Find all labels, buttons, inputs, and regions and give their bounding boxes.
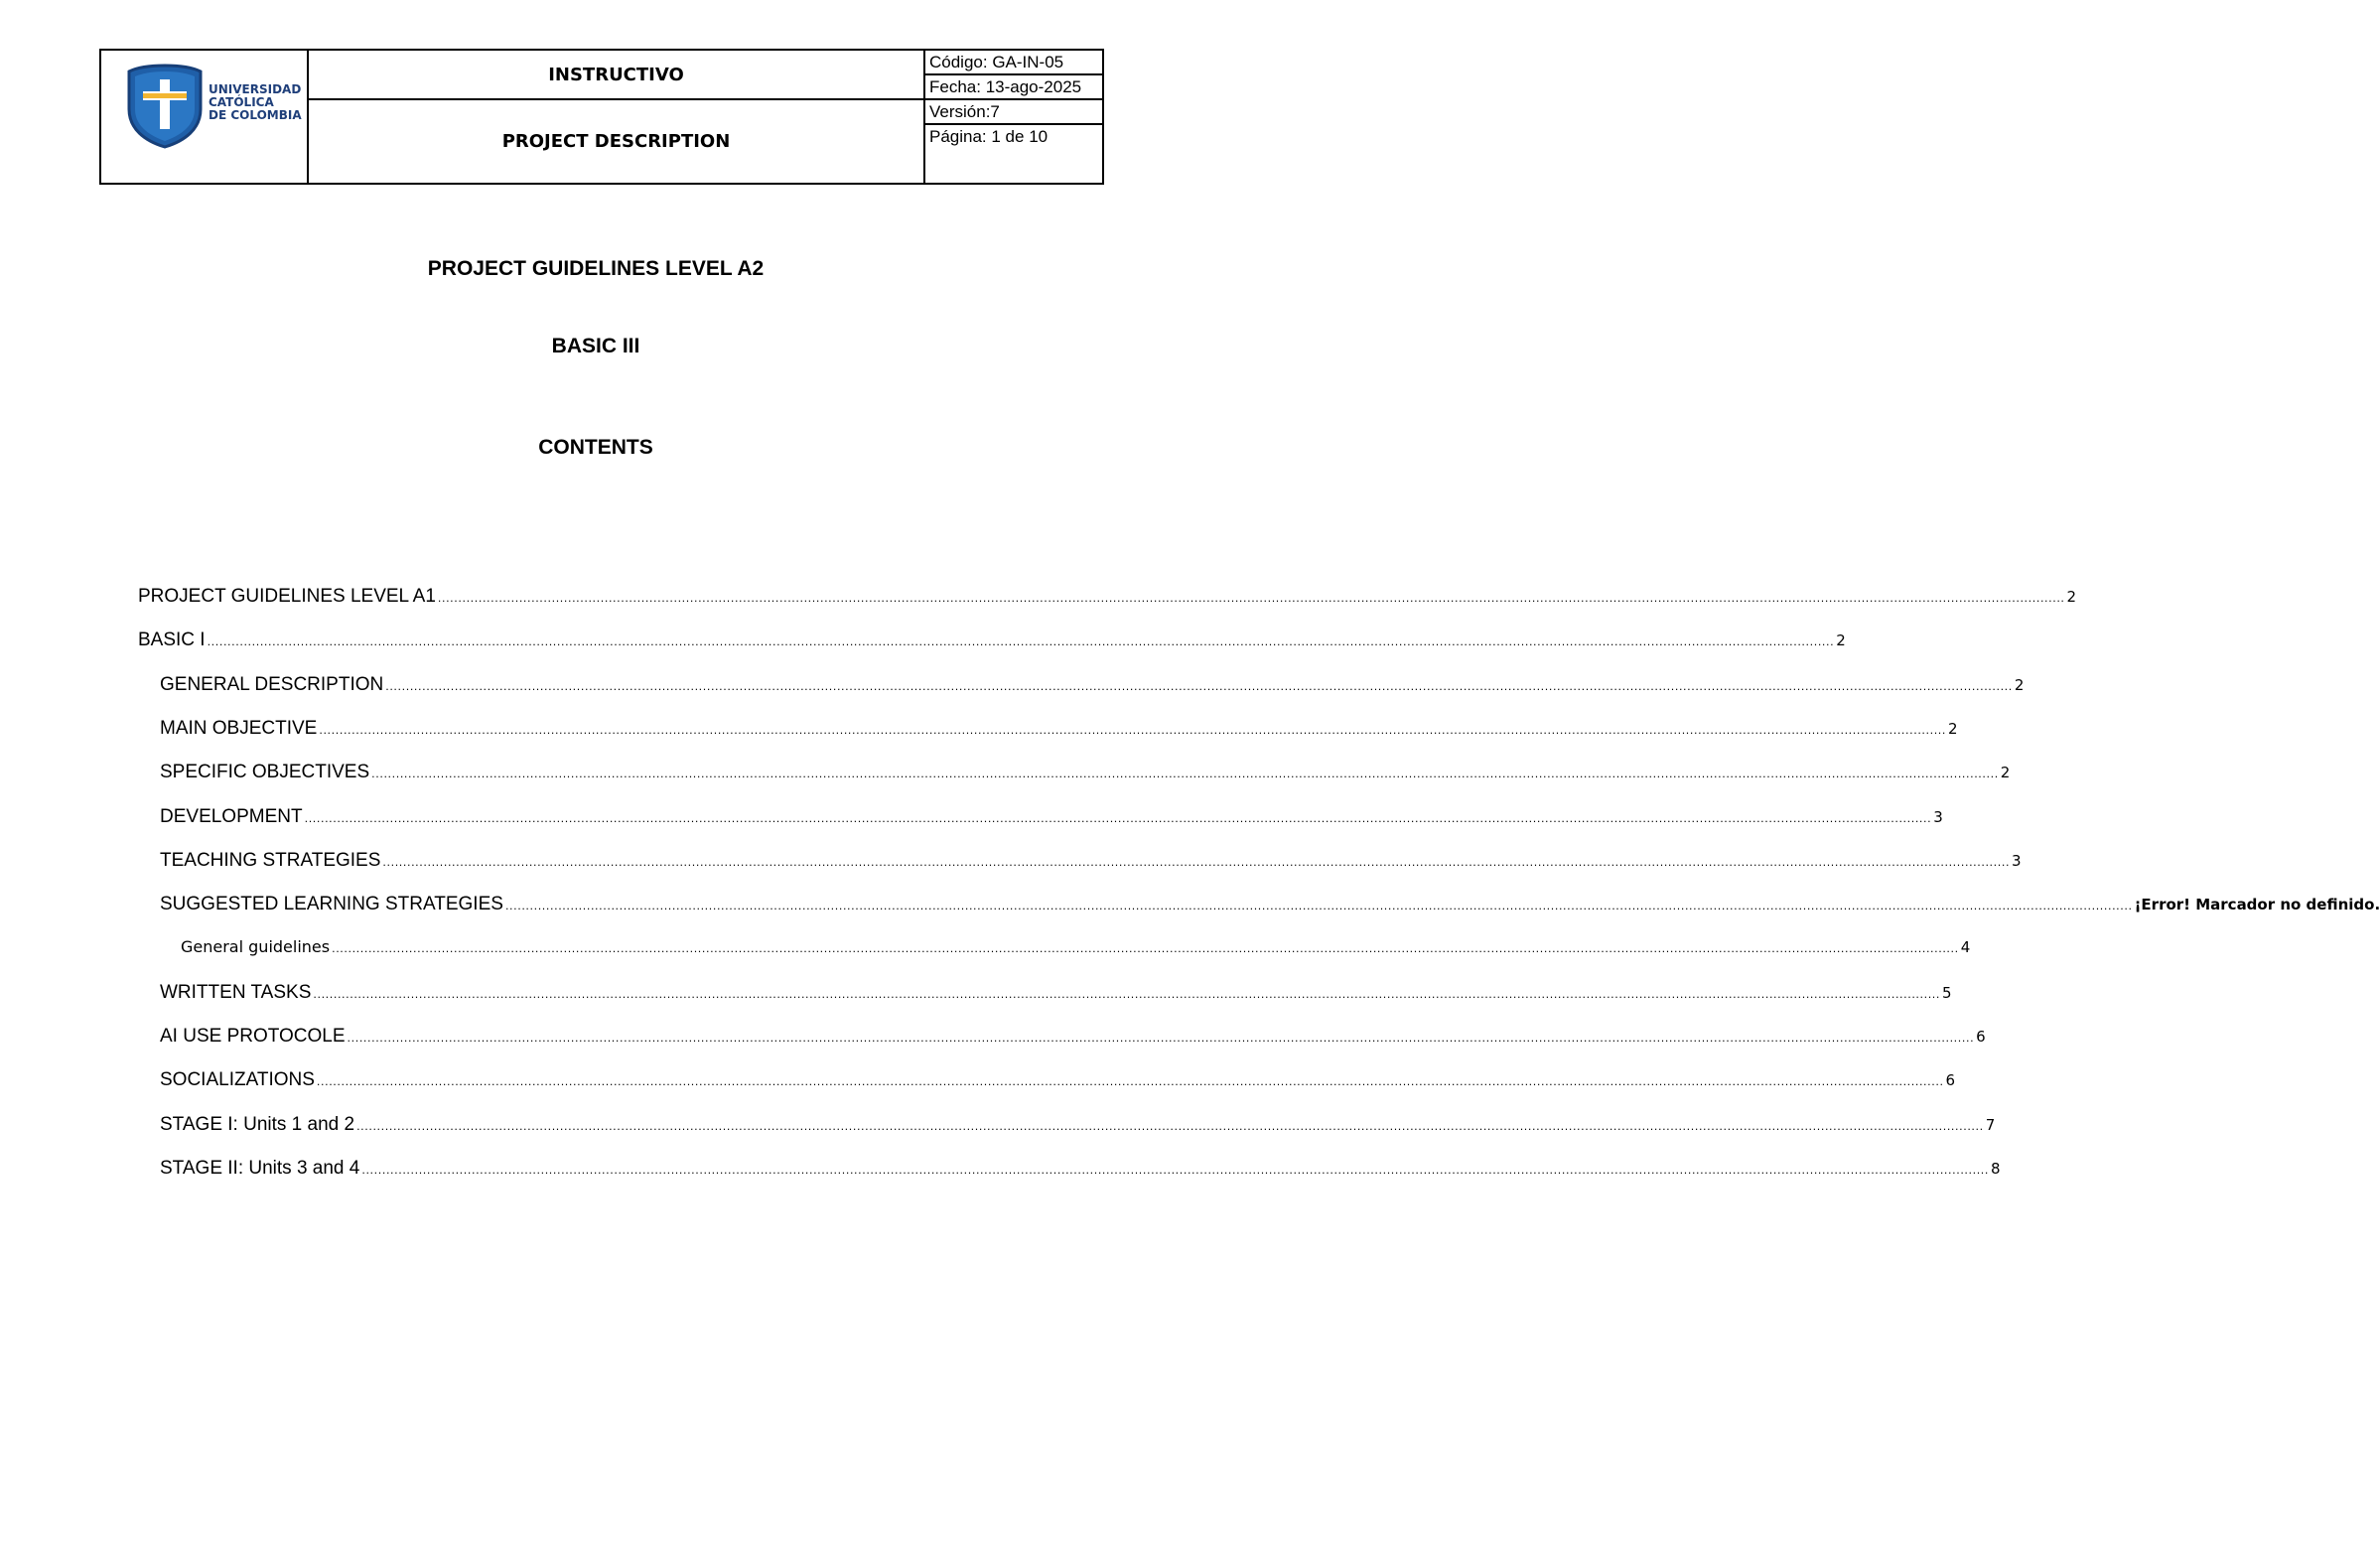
toc-entry[interactable]	[160, 1026, 1986, 1051]
toc-entry-label: SOCIALIZATIONS	[160, 1069, 315, 1090]
toc-entry-label: MAIN OBJECTIVE	[160, 718, 318, 739]
toc-entry-page: 2	[2014, 676, 2025, 694]
toc-entry[interactable]	[160, 1114, 1996, 1140]
toc-dot-leader: ................................................................................................................................................................................................................................................................................................................................................................................................................	[347, 1032, 1975, 1045]
document-header	[99, 49, 1104, 185]
toc-entry[interactable]	[138, 630, 1846, 655]
codigo-field: Código: GA-IN-05	[925, 51, 1102, 75]
toc-dot-leader: ................................................................................................................................................................................................................................................................................................................................................................................................................	[385, 680, 2013, 693]
pagina-field: Página: 1 de 10	[929, 127, 1049, 146]
toc-entry-page: 8	[1991, 1160, 2001, 1178]
toc-entry-page: 5	[1942, 984, 1952, 1002]
toc-entry[interactable]	[160, 674, 2025, 700]
university-shield-logo	[125, 64, 205, 149]
toc-dot-leader: ................................................................................................................................................................................................................................................................................................................................................................................................................	[313, 988, 1941, 1001]
toc-entry[interactable]	[138, 586, 2077, 612]
course-title: BASIC III	[551, 335, 640, 357]
toc-entry[interactable]	[160, 1069, 1956, 1095]
toc-entry-label: SUGGESTED LEARNING STRATEGIES	[160, 894, 503, 914]
page-title: PROJECT GUIDELINES LEVEL A2	[427, 257, 765, 280]
toc-entry-label: BASIC I	[138, 630, 206, 650]
toc-entry-page: 4	[1960, 938, 1971, 956]
toc-entry-label: General guidelines	[181, 937, 331, 956]
toc-entry[interactable]	[160, 982, 1952, 1008]
toc-entry-label: STAGE II: Units 3 and 4	[160, 1158, 360, 1179]
toc-entry-page: ¡Error! Marcador no definido.	[2134, 896, 2380, 913]
toc-entry-page: 2	[2000, 764, 2011, 781]
toc-entry[interactable]	[181, 937, 1971, 963]
logo-cell	[101, 51, 309, 183]
toc-dot-leader: ................................................................................................................................................................................................................................................................................................................................................................................................................	[316, 1075, 1944, 1088]
toc-entry-label: PROJECT GUIDELINES LEVEL A1	[138, 586, 436, 607]
toc-dot-leader: ................................................................................................................................................................................................................................................................................................................................................................................................................	[382, 856, 2011, 869]
toc-entry-label: TEACHING STRATEGIES	[160, 850, 381, 871]
toc-entry[interactable]	[160, 718, 1958, 744]
university-logo-text: UNIVERSIDAD CATÓLICA DE COLOMBIA	[209, 82, 302, 122]
toc-dot-leader: ................................................................................................................................................................................................................................................................................................................................................................................................................	[437, 592, 2065, 605]
toc-dot-leader: ................................................................................................................................................................................................................................................................................................................................................................................................................	[207, 635, 1835, 648]
toc-entry[interactable]	[160, 894, 2380, 919]
toc-entry-page: 2	[1836, 631, 1846, 649]
toc-entry[interactable]	[160, 1158, 2001, 1184]
toc-entry-page: 6	[1945, 1071, 1956, 1089]
toc-dot-leader: ................................................................................................................................................................................................................................................................................................................................................................................................................	[319, 724, 1946, 737]
toc-entry-label: SPECIFIC OBJECTIVES	[160, 762, 370, 782]
toc-entry-page: 2	[2066, 588, 2077, 606]
toc-entry[interactable]	[160, 762, 2011, 787]
toc-entry-page: 6	[1976, 1028, 1986, 1046]
toc-entry[interactable]	[160, 806, 1943, 832]
toc-entry-page: 2	[1948, 720, 1958, 738]
toc-entry-label: STAGE I: Units 1 and 2	[160, 1114, 355, 1135]
toc-dot-leader: ................................................................................................................................................................................................................................................................................................................................................................................................................	[371, 768, 1999, 780]
toc-entry-label: DEVELOPMENT	[160, 806, 303, 827]
toc-dot-leader: ................................................................................................................................................................................................................................................................................................................................................................................................................	[332, 942, 1959, 955]
toc-dot-leader: ................................................................................................................................................................................................................................................................................................................................................................................................................	[504, 900, 2133, 912]
toc-entry-label: WRITTEN TASKS	[160, 982, 312, 1003]
toc-entry-label: AI USE PROTOCOLE	[160, 1026, 346, 1047]
toc-dot-leader: ................................................................................................................................................................................................................................................................................................................................................................................................................	[356, 1120, 1984, 1133]
version-field: Versión:7	[925, 100, 1102, 125]
toc-entry-label: GENERAL DESCRIPTION	[160, 674, 384, 695]
toc-dot-leader: ................................................................................................................................................................................................................................................................................................................................................................................................................	[361, 1164, 1989, 1177]
toc-entry-page: 3	[1933, 808, 1943, 826]
header-meta-cell	[925, 51, 1102, 183]
doc-title: PROJECT DESCRIPTION	[501, 131, 731, 152]
toc-entry[interactable]	[160, 850, 2022, 876]
header-title-cell	[309, 51, 925, 183]
fecha-field: Fecha: 13-ago-2025	[925, 75, 1102, 100]
toc-entry-page: 7	[1985, 1116, 1996, 1134]
toc-dot-leader: ................................................................................................................................................................................................................................................................................................................................................................................................................	[304, 812, 1932, 825]
toc-entry-page: 3	[2012, 852, 2022, 870]
doc-type: INSTRUCTIVO	[309, 51, 923, 100]
contents-heading: CONTENTS	[538, 436, 653, 459]
